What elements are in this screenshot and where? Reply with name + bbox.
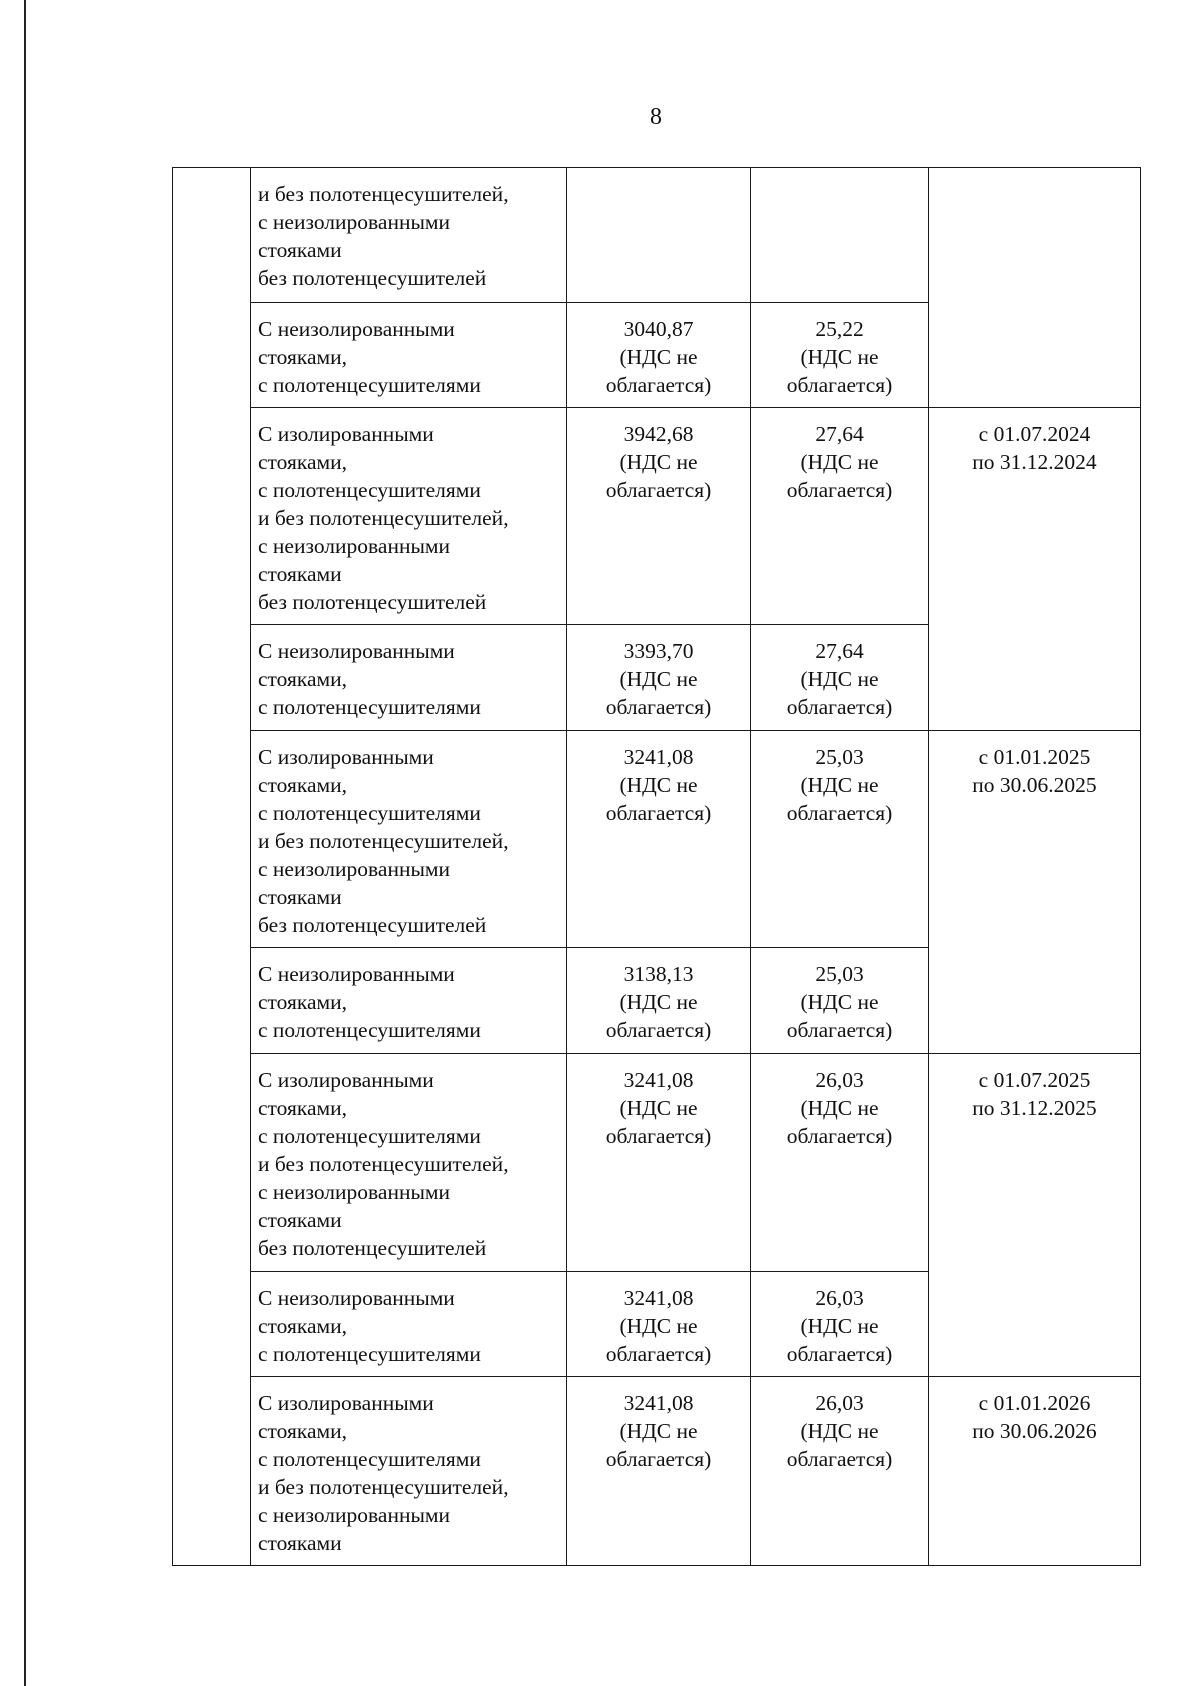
description-line: с полотенцесушителями — [258, 1447, 481, 1471]
description-line: с неизолированными — [258, 534, 451, 558]
description-line: с полотенцесушителями — [258, 695, 481, 719]
description-line: С неизолированными — [258, 317, 455, 341]
table-row — [173, 1054, 1141, 1272]
vat-note: облагается) — [786, 1342, 893, 1366]
description-line: без полотенцесушителей — [258, 1236, 487, 1260]
period-cell — [929, 1377, 1141, 1566]
description-line: С неизолированными — [258, 962, 455, 986]
description-line: С изолированными — [258, 1068, 434, 1092]
vat-note: облагается) — [786, 801, 893, 825]
vat-note: облагается) — [786, 1447, 893, 1471]
description-line: стояками, — [258, 773, 348, 797]
description-line: без полотенцесушителей — [258, 913, 487, 937]
description-line: стояками — [258, 562, 342, 586]
vat-note: (НДС не — [800, 667, 879, 691]
period-end: по 30.06.2025 — [972, 773, 1097, 797]
period-start: с 01.01.2026 — [978, 1391, 1091, 1415]
vat-note: облагается) — [786, 478, 893, 502]
tariff-value: 26,03 — [815, 1286, 864, 1310]
table-row — [173, 731, 1141, 948]
description-cell — [251, 1054, 567, 1272]
vat-note: облагается) — [786, 373, 893, 397]
tariff-value: 26,03 — [815, 1391, 864, 1415]
vat-note: облагается) — [605, 478, 712, 502]
vat-note: (НДС не — [800, 1314, 879, 1338]
description-line: с неизолированными — [258, 1503, 451, 1527]
vat-note: (НДС не — [619, 1314, 698, 1338]
vat-note: облагается) — [605, 1342, 712, 1366]
description-line: С изолированными — [258, 745, 434, 769]
description-line: и без полотенцесушителей, — [258, 1152, 509, 1176]
description-line: с полотенцесушителями — [258, 801, 481, 825]
vat-note: (НДС не — [800, 773, 879, 797]
description-line: и без полотенцесушителей, — [258, 1475, 509, 1499]
tariff-cell — [567, 948, 751, 1054]
description-cell — [251, 948, 567, 1054]
description-line: с неизолированными — [258, 1180, 451, 1204]
tariff-cell — [751, 731, 929, 948]
description-cell — [251, 625, 567, 731]
vat-note: (НДС не — [619, 667, 698, 691]
vat-note: (НДС не — [619, 345, 698, 369]
description-cell — [251, 1272, 567, 1377]
tariff-cell — [567, 1054, 751, 1272]
tariff-cell — [567, 168, 751, 303]
tariff-cell — [567, 731, 751, 948]
description-line: стояками — [258, 1531, 342, 1555]
description-line: и без полотенцесушителей, — [258, 829, 509, 853]
description-line: стояками, — [258, 450, 348, 474]
tariff-value: 27,64 — [815, 639, 864, 663]
period-start: с 01.07.2025 — [978, 1068, 1091, 1092]
tariff-value: 25,03 — [815, 962, 864, 986]
description-cell — [251, 168, 567, 303]
description-line: без полотенцесушителей — [258, 266, 487, 290]
description-line: с неизолированными — [258, 210, 451, 234]
tariff-value: 3942,68 — [623, 422, 694, 446]
description-line: стояками — [258, 1208, 342, 1232]
table-row — [173, 168, 1141, 303]
tariff-value: 25,22 — [815, 317, 864, 341]
description-line: стояками, — [258, 345, 348, 369]
description-cell — [251, 408, 567, 625]
description-line: и без полотенцесушителей, — [258, 506, 509, 530]
tariff-cell — [751, 1054, 929, 1272]
description-line: с полотенцесушителями — [258, 1342, 481, 1366]
description-cell — [251, 303, 567, 408]
vat-note: (НДС не — [619, 1419, 698, 1443]
tariff-value: 26,03 — [815, 1068, 864, 1092]
description-line: стояками, — [258, 990, 348, 1014]
tariff-cell — [567, 303, 751, 408]
description-line: С неизолированными — [258, 1286, 455, 1310]
description-line: стояками — [258, 885, 342, 909]
period-cell — [929, 408, 1141, 731]
vat-note: облагается) — [605, 1447, 712, 1471]
tariff-cell — [567, 408, 751, 625]
vat-note: облагается) — [605, 801, 712, 825]
description-line: стояками — [258, 238, 342, 262]
description-cell — [251, 1377, 567, 1566]
description-line: стояками, — [258, 1419, 348, 1443]
description-line: без полотенцесушителей — [258, 590, 487, 614]
period-cell — [929, 1054, 1141, 1377]
vat-note: облагается) — [786, 1018, 893, 1042]
vat-note: облагается) — [605, 1018, 712, 1042]
vat-note: (НДС не — [800, 345, 879, 369]
period-cell — [929, 731, 1141, 1054]
vat-note: (НДС не — [619, 1096, 698, 1120]
vat-note: облагается) — [605, 1124, 712, 1148]
description-line: с полотенцесушителями — [258, 1018, 481, 1042]
tariff-value: 3138,13 — [623, 962, 694, 986]
period-start: с 01.01.2025 — [978, 745, 1091, 769]
period-cell — [929, 168, 1141, 408]
tariff-value: 27,64 — [815, 422, 864, 446]
tariff-cell — [567, 625, 751, 731]
period-end: по 31.12.2024 — [972, 450, 1097, 474]
vat-note: облагается) — [786, 1124, 893, 1148]
description-line: С изолированными — [258, 1391, 434, 1415]
tariff-value: 3241,08 — [623, 745, 694, 769]
tariff-cell — [567, 1272, 751, 1377]
tariff-cell — [751, 168, 929, 303]
vat-note: облагается) — [786, 695, 893, 719]
tariff-value: 3241,08 — [623, 1391, 694, 1415]
vat-note: (НДС не — [619, 450, 698, 474]
table-row — [173, 408, 1141, 625]
description-line: и без полотенцесушителей, — [258, 182, 509, 206]
vat-note: (НДС не — [800, 1096, 879, 1120]
tariff-cell — [751, 303, 929, 408]
binding-line — [24, 0, 26, 1686]
description-line: С неизолированными — [258, 639, 455, 663]
description-line: стояками, — [258, 1096, 348, 1120]
vat-note: (НДС не — [800, 990, 879, 1014]
vat-note: (НДС не — [800, 1419, 879, 1443]
period-end: по 30.06.2026 — [972, 1419, 1097, 1443]
tariff-value: 3040,87 — [623, 317, 694, 341]
tariff-value: 3393,70 — [623, 639, 694, 663]
table-row — [173, 1377, 1141, 1566]
period-end: по 31.12.2025 — [972, 1096, 1097, 1120]
description-line: с полотенцесушителями — [258, 373, 481, 397]
description-line: стояками, — [258, 667, 348, 691]
description-line: С изолированными — [258, 422, 434, 446]
page-number: 8 — [650, 104, 662, 130]
vat-note: облагается) — [605, 373, 712, 397]
description-line: стояками, — [258, 1314, 348, 1338]
tariff-cell — [751, 408, 929, 625]
tariff-table — [172, 167, 1141, 1566]
tariff-cell — [751, 1377, 929, 1566]
vat-note: (НДС не — [619, 773, 698, 797]
tariff-cell — [567, 1377, 751, 1566]
tariff-value: 3241,08 — [623, 1068, 694, 1092]
description-cell — [251, 731, 567, 948]
tariff-cell — [751, 948, 929, 1054]
vat-note: облагается) — [605, 695, 712, 719]
description-line: с неизолированными — [258, 857, 451, 881]
vat-note: (НДС не — [619, 990, 698, 1014]
row-number-cell — [173, 168, 251, 1566]
period-start: с 01.07.2024 — [978, 422, 1091, 446]
description-line: с полотенцесушителями — [258, 478, 481, 502]
tariff-cell — [751, 1272, 929, 1377]
tariff-value: 25,03 — [815, 745, 864, 769]
description-line: с полотенцесушителями — [258, 1124, 481, 1148]
tariff-value: 3241,08 — [623, 1286, 694, 1310]
vat-note: (НДС не — [800, 450, 879, 474]
tariff-cell — [751, 625, 929, 731]
